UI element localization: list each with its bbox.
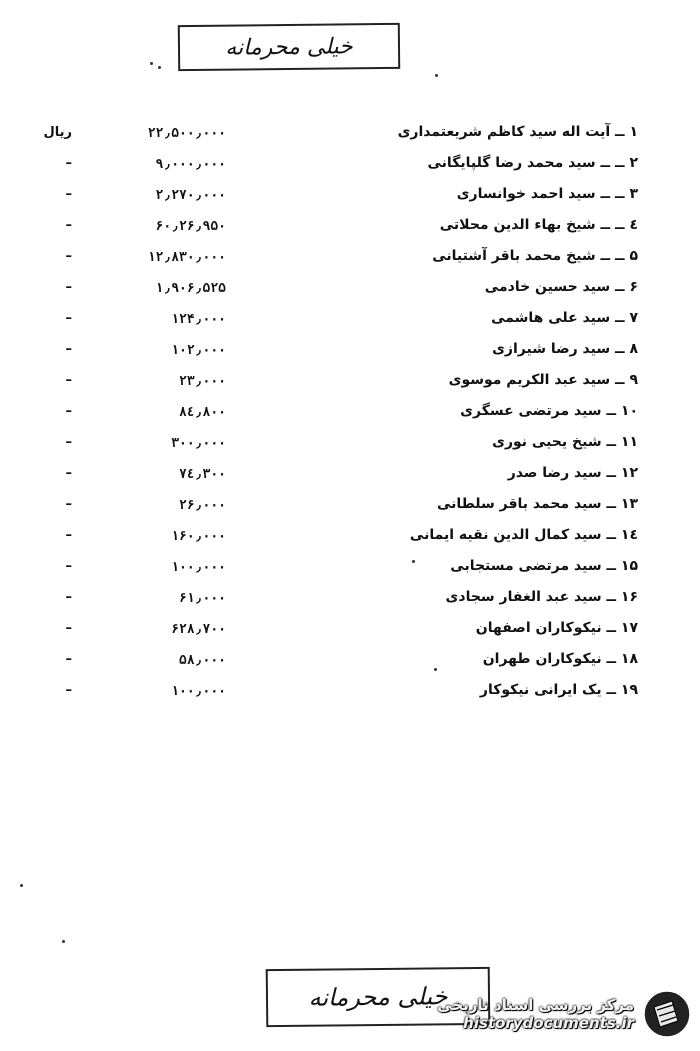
list-item <box>0 430 700 461</box>
scan-speck <box>20 884 23 887</box>
list-item <box>0 585 700 616</box>
donor-name: ۱۷ ــ نیکوکاران اصفهان <box>475 620 638 636</box>
donation-amount: ۱۶۰٫۰۰۰ <box>171 529 226 544</box>
list-item <box>0 151 700 182</box>
donation-amount: ۲۳٫۰۰۰ <box>179 374 226 389</box>
donation-amount: ۶۲۸٫۷۰۰ <box>171 622 226 637</box>
list-item <box>0 523 700 554</box>
donation-amount: ۳۰۰٫۰۰۰ <box>171 436 226 451</box>
scan-speck <box>158 66 161 69</box>
donor-name: ٤ ــ ــ شیخ بهاء الدین محلاتی <box>439 217 638 233</box>
donation-amount: ۲٫۲۷۰٫۰۰۰ <box>155 188 226 203</box>
donation-amount: ۸٤٫۸۰۰ <box>179 405 226 420</box>
ditto-mark: – <box>65 497 72 512</box>
donor-name: ۶ ــ سید حسین خادمی <box>484 279 638 295</box>
donor-name: ۷ ــ سید علی هاشمی <box>491 310 638 326</box>
donation-amount: ۱۲۴٫۰۰۰ <box>171 312 226 327</box>
donor-name: ۱۲ ــ سید رضا صدر <box>507 465 638 481</box>
donor-name: ۱۳ ــ سید محمد باقر سلطانی <box>436 496 638 512</box>
ditto-mark: – <box>65 156 72 171</box>
list-item <box>0 213 700 244</box>
donation-amount: ۲۲٫۵۰۰٫۰۰۰ <box>147 126 226 141</box>
donor-name: ۵ ــ ــ شیخ محمد باقر آشتیانی <box>432 248 638 264</box>
stamp-text-top: خیلی محرمانه <box>225 33 353 61</box>
donation-amount: ۲۶٫۰۰۰ <box>179 498 226 513</box>
donor-name: ۱ ــ آیت اله سید کاظم شریعتمداری <box>397 124 638 140</box>
scan-speck <box>412 560 415 563</box>
ditto-mark: – <box>65 311 72 326</box>
donation-amount: ۶۰٫۲۶٫۹۵۰ <box>155 219 226 234</box>
donation-amount: ۱۰۰٫۰۰۰ <box>171 560 226 575</box>
ditto-mark: – <box>65 404 72 419</box>
donation-amount: ۱٫۹۰۶٫۵۲۵ <box>155 281 226 296</box>
donor-name: ۱۸ ــ نیکوکاران طهران <box>482 651 638 667</box>
donation-amount: ۹٫۰۰۰٫۰۰۰ <box>155 157 226 172</box>
list-item <box>0 492 700 523</box>
donation-amount: ۱۲٫۸۳۰٫۰۰۰ <box>147 250 226 265</box>
confidential-stamp-top <box>178 23 400 71</box>
stamp-text-bottom: خیلی محرمانه <box>308 982 448 1012</box>
donor-name: ۱۰ ــ سید مرتضی عسگری <box>460 403 638 419</box>
watermark-text-en: historydocuments.ir <box>463 1014 634 1032</box>
donation-amount: ۱۰۰٫۰۰۰ <box>171 684 226 699</box>
ditto-mark: – <box>65 652 72 667</box>
list-item <box>0 616 700 647</box>
list-item <box>0 244 700 275</box>
donor-name: ۱۱ ــ شیخ یحیی نوری <box>492 434 638 450</box>
list-item <box>0 461 700 492</box>
list-item <box>0 678 700 709</box>
ditto-mark: – <box>65 342 72 357</box>
donor-name: ۲ ــ ــ سید محمد رضا گلپایگانی <box>427 155 638 171</box>
donation-amount: ۵۸٫۰۰۰ <box>179 653 226 668</box>
donation-amount: ۶۱٫۰۰۰ <box>179 591 226 606</box>
list-item <box>0 368 700 399</box>
donor-name: ۹ ــ سید عبد الکریم موسوی <box>448 372 638 388</box>
donor-name: ۱٤ ــ سید کمال الدین نقیه ایمانی <box>409 527 638 543</box>
ditto-mark: – <box>65 249 72 264</box>
list-item <box>0 554 700 585</box>
scan-speck <box>435 74 438 77</box>
donor-name: ۱۹ ــ یک ایرانی نیکوکار <box>479 682 638 698</box>
donations-list <box>0 120 700 709</box>
list-item <box>0 120 700 151</box>
donor-name: ۱۶ ــ سید عبد الغفار سجادی <box>445 589 638 605</box>
watermark-text-fa: مرکز بررسی اسناد تاریخی <box>437 996 634 1014</box>
donor-name: ۳ ــ ــ سید احمد خوانساری <box>456 186 638 202</box>
ditto-mark: – <box>65 466 72 481</box>
watermark-text <box>437 996 634 1032</box>
ditto-mark: – <box>65 621 72 636</box>
donor-name: ۸ ــ سید رضا شیرازی <box>492 341 638 357</box>
list-item <box>0 337 700 368</box>
ditto-mark: – <box>65 373 72 388</box>
donation-amount: ۷٤٫۳۰۰ <box>179 467 226 482</box>
archive-watermark <box>372 988 692 1040</box>
ditto-mark: – <box>65 280 72 295</box>
list-item <box>0 275 700 306</box>
ditto-mark: – <box>65 435 72 450</box>
scan-speck <box>150 62 153 65</box>
ditto-mark: – <box>65 218 72 233</box>
scan-speck <box>434 668 437 671</box>
currency-unit: ریال <box>43 125 72 140</box>
ditto-mark: – <box>65 683 72 698</box>
list-item <box>0 647 700 678</box>
ditto-mark: – <box>65 187 72 202</box>
ditto-mark: – <box>65 590 72 605</box>
list-item <box>0 399 700 430</box>
ditto-mark: – <box>65 559 72 574</box>
ditto-mark: – <box>65 528 72 543</box>
donation-amount: ۱۰۲٫۰۰۰ <box>171 343 226 358</box>
list-item <box>0 306 700 337</box>
donor-name: ۱۵ ــ سید مرتضی مستجابی <box>450 558 638 574</box>
archive-logo-icon <box>642 989 692 1039</box>
scan-speck <box>62 940 65 943</box>
list-item <box>0 182 700 213</box>
